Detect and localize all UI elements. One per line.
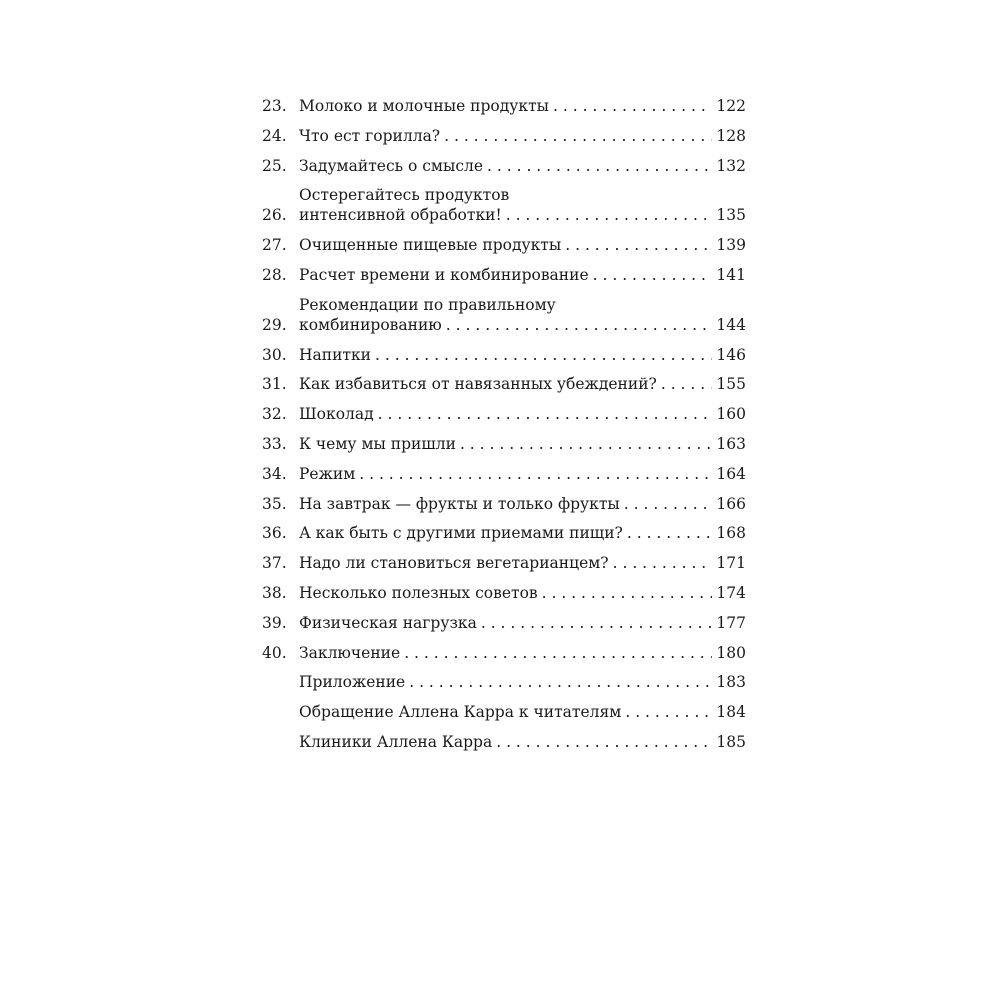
toc-entry-line: [299, 265, 746, 285]
toc-entry-number: 32.: [262, 405, 287, 424]
toc-entry-page-number: 171: [716, 554, 746, 573]
toc-entry-number: 35.: [262, 494, 287, 513]
toc-entry-title: Надо ли становиться вегетарианцем?: [299, 554, 609, 573]
toc-dot-leader: [409, 672, 712, 692]
toc-entry-body: [299, 295, 746, 335]
toc-entry-body: [299, 265, 746, 285]
toc-entry-page-number: 144: [716, 315, 746, 334]
toc-entry-number: 34.: [262, 464, 287, 483]
toc-entry: [262, 672, 746, 692]
toc-dot-leader: [496, 732, 712, 752]
toc-entry-title: А как быть с другими приемами пищи?: [299, 524, 623, 543]
toc-dot-leader: [404, 643, 712, 663]
toc-entry: [262, 613, 746, 633]
toc-entry-body: [299, 613, 746, 633]
toc-entry-title: К чему мы пришли: [299, 434, 456, 453]
toc-entry-title: На завтрак — фрукты и только фрукты: [299, 494, 620, 513]
toc-entry-line: [299, 583, 746, 603]
toc-entry-line: [299, 702, 746, 722]
toc-entry-line: [299, 156, 746, 176]
toc-entry-page-number: 128: [716, 126, 746, 145]
toc-entry: [262, 583, 746, 603]
toc-entry-body: [299, 345, 746, 365]
toc-dot-leader: [624, 494, 713, 514]
toc-entry-page-number: 163: [716, 434, 746, 453]
toc-entry-title: Что ест горилла?: [299, 126, 441, 145]
toc-entry-title: Несколько полезных советов: [299, 583, 538, 602]
toc-entry-title-first-line: Остерегайтесь продуктов: [299, 186, 510, 205]
toc-entry-page-number: 122: [716, 97, 746, 115]
toc-entry-body: [299, 523, 746, 543]
toc-entry-body: [299, 583, 746, 603]
toc-entry: [262, 523, 746, 543]
toc-entry-line: [299, 613, 746, 633]
toc-entry: [262, 185, 746, 225]
toc-entry-page-number: 166: [716, 494, 746, 513]
toc-dot-leader: [359, 464, 712, 484]
toc-entry: [262, 374, 746, 394]
toc-dot-leader: [613, 553, 713, 573]
toc-entry-line: [299, 235, 746, 255]
toc-entry-body: [299, 156, 746, 176]
toc-entry-body: [299, 235, 746, 255]
toc-entry-number: 39.: [262, 613, 287, 632]
toc-dot-leader: [444, 126, 712, 146]
toc-entry-number: 40.: [262, 643, 287, 662]
toc-entry-line: [299, 464, 746, 484]
toc-entry-page-number: 184: [716, 703, 746, 722]
toc-entry-number: 31.: [262, 375, 287, 394]
toc-entry-title: Расчет времени и комбинирование: [299, 265, 589, 284]
toc-entry-title-first-line: Рекомендации по правильному: [299, 295, 556, 314]
toc-entry: [262, 643, 746, 663]
toc-entry-line: [299, 553, 746, 573]
toc-entry: [262, 265, 746, 285]
toc-entry: [262, 235, 746, 255]
toc-entry-body: [299, 126, 746, 146]
toc-dot-leader: [625, 702, 712, 722]
toc-entry-number: 24.: [262, 126, 287, 145]
toc-entry: [262, 464, 746, 484]
toc-dot-leader: [481, 613, 713, 633]
toc-entry-line: [299, 96, 746, 116]
toc-entry-title: Очищенные пищевые продукты: [299, 236, 562, 255]
toc-entry-title: Обращение Аллена Карра к читателям: [299, 703, 622, 722]
toc-entry-line: [299, 404, 746, 424]
toc-entry-line: [299, 672, 746, 692]
toc-entry-page-number: 180: [716, 643, 746, 662]
toc-entry: [262, 404, 746, 424]
toc-dot-leader: [487, 156, 712, 176]
toc-entry-page-number: 135: [716, 206, 746, 225]
toc-entry-title: Клиники Аллена Карра: [299, 732, 493, 751]
toc-entry: [262, 295, 746, 335]
toc-entry-line: [299, 523, 746, 543]
toc-entry: [262, 494, 746, 514]
toc-entry-number: 28.: [262, 265, 287, 284]
toc-entry-title: Физическая нагрузка: [299, 613, 477, 632]
toc-entry-title: Шоколад: [299, 405, 374, 424]
toc-entry-line: [299, 494, 746, 514]
toc-entry-line: [299, 732, 746, 752]
toc-entry-body: [299, 643, 746, 663]
toc-entry-body: [299, 404, 746, 424]
toc-entry-page-number: 174: [716, 583, 746, 602]
toc-entry-body: [299, 464, 746, 484]
toc-entry-line: [299, 126, 746, 146]
toc-entry-body: [299, 732, 746, 752]
toc-dot-leader: [542, 583, 713, 603]
toc-entry-page-number: 155: [716, 375, 746, 394]
toc-entry: [262, 345, 746, 365]
toc-entry-body: [299, 494, 746, 514]
toc-entry-body: [299, 185, 746, 225]
toc-entry: [262, 702, 746, 722]
toc-entry-title: Приложение: [299, 673, 406, 692]
toc-dot-leader: [506, 205, 713, 225]
toc-entry-page-number: 132: [716, 156, 746, 175]
toc-entry-number: 30.: [262, 345, 287, 364]
toc-entry: [262, 156, 746, 176]
toc-entry-page-number: 160: [716, 405, 746, 424]
toc-entry-page-number: 164: [716, 464, 746, 483]
toc-dot-leader: [446, 315, 713, 335]
toc-entry: [262, 126, 746, 146]
toc-entry-page-number: 141: [716, 265, 746, 284]
toc-dot-leader: [593, 265, 713, 285]
toc-dot-leader: [375, 345, 712, 365]
toc-dot-leader: [661, 374, 713, 394]
toc-entry-number: 36.: [262, 524, 287, 543]
toc-entry-line: [299, 434, 746, 454]
toc-entry-number: 33.: [262, 434, 287, 453]
toc-entry-page-number: 146: [716, 345, 746, 364]
toc-entry-title: Молоко и молочные продукты: [299, 97, 550, 115]
toc-entry-title: Напитки: [299, 345, 372, 364]
toc-dot-leader: [627, 523, 713, 543]
toc-entry-body: [299, 553, 746, 573]
toc-entry-line: [299, 315, 746, 335]
toc-entry-title: Заключение: [299, 643, 401, 662]
toc-dot-leader: [460, 434, 712, 454]
toc-entry-number: 25.: [262, 156, 287, 175]
toc-entry-line: [299, 374, 746, 394]
toc-entry: [262, 732, 746, 752]
toc-entry-title: комбинированию: [299, 315, 442, 334]
toc-dot-leader: [565, 235, 712, 255]
toc-entry-page-number: 183: [716, 673, 746, 692]
toc-entry-number: 23.: [262, 97, 287, 115]
toc-entry-page-number: 177: [716, 613, 746, 632]
toc-entry-number: 38.: [262, 583, 287, 602]
toc-entry-page-number: 185: [716, 732, 746, 751]
toc-entry-title: Режим: [299, 464, 356, 483]
toc-entry-number: 29.: [262, 315, 287, 334]
toc-entry-body: [299, 96, 746, 116]
toc-entry-body: [299, 672, 746, 692]
table-of-contents: [262, 96, 746, 762]
toc-entry-number: 26.: [262, 206, 287, 225]
toc-dot-leader: [553, 96, 712, 116]
toc-entry-title: Как избавиться от навязанных убеждений?: [299, 375, 657, 394]
toc-dot-leader: [378, 404, 713, 424]
toc-entry-page-number: 139: [716, 236, 746, 255]
toc-entry: [262, 553, 746, 573]
toc-entry-number: 37.: [262, 554, 287, 573]
toc-entry-body: [299, 374, 746, 394]
toc-entry: [262, 96, 746, 116]
toc-entry-line: [299, 205, 746, 225]
toc-entry-line: [299, 345, 746, 365]
toc-entry-body: [299, 702, 746, 722]
toc-entry-title: Задумайтесь о смысле: [299, 156, 484, 175]
toc-entry-body: [299, 434, 746, 454]
toc-entry-page-number: 168: [716, 524, 746, 543]
toc-entry-line: [299, 643, 746, 663]
toc-entry: [262, 434, 746, 454]
toc-entry-number: 27.: [262, 236, 287, 255]
toc-entry-title: интенсивной обработки!: [299, 206, 502, 225]
